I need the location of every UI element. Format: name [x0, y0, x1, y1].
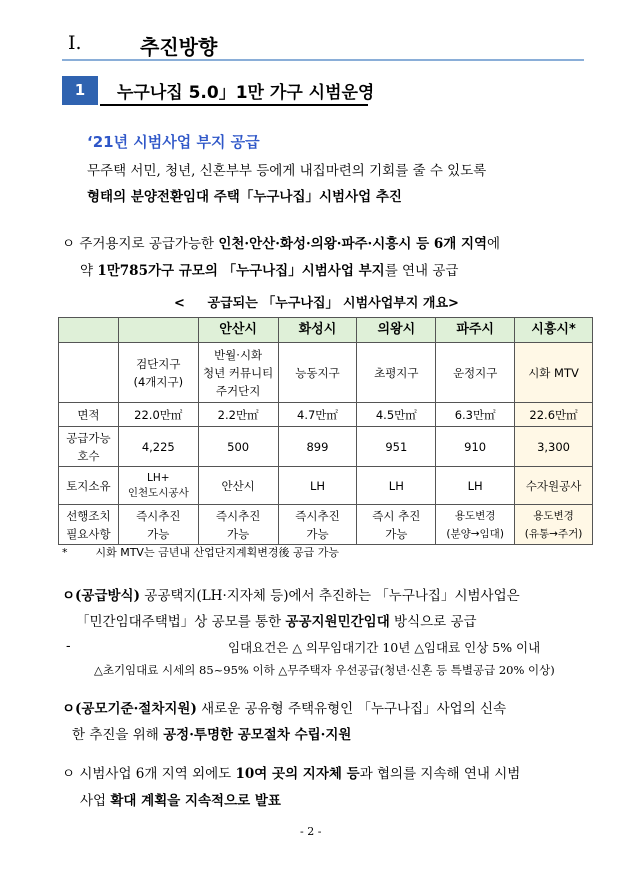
bullet1-text-e: 1만785가구 규모의 「누구나집」시범사업 부지	[97, 263, 385, 279]
bullet1-text-a: 주거용지로 공급가능한	[79, 236, 219, 252]
section-number: Ⅰ.	[68, 32, 82, 54]
bullet1-line-2	[80, 259, 458, 279]
bullet4-text-a: ㅇ 시범사업 6개 지역 외에도	[62, 766, 236, 782]
bullet4-text-d: 사업	[80, 793, 111, 809]
table-cell: 3,300	[515, 427, 593, 467]
table-cell: LH+ 인천도시공사	[118, 467, 198, 505]
subsection-underline	[100, 104, 368, 106]
table-header-cell: 파주시	[436, 318, 515, 343]
table-cell: 안산시	[198, 467, 278, 505]
bullet-marker: ㅇ	[62, 236, 76, 252]
section-divider	[62, 59, 584, 61]
table-cell: 910	[436, 427, 515, 467]
table-header-row	[59, 318, 593, 343]
bullet4-line-1	[62, 762, 520, 782]
table-cell: 899	[278, 427, 357, 467]
bullet4-text-e: 확대 계획을 지속적으로 발표	[110, 793, 281, 809]
bullet2-line-1	[62, 584, 520, 604]
table-cell: 4.7만㎡	[278, 403, 357, 427]
table-header-cell: 의왕시	[357, 318, 436, 343]
table-cell: 즉시추진 가능	[278, 505, 357, 545]
table-header-cell: 안산시	[198, 318, 278, 343]
table-cell: 용도변경 (분양→임대)	[436, 505, 515, 545]
table-footnote: * 시화 MTV는 금년내 산업단지계획변경後 공급 가능	[62, 546, 339, 559]
bullet2-text-a: 「민간임대주택법」상 공모를 통한	[76, 614, 286, 630]
table-cell: 22.0만㎡	[118, 403, 198, 427]
table-cell: 능동지구	[278, 343, 357, 403]
table-cell: 500	[198, 427, 278, 467]
section-header	[62, 28, 584, 60]
table-header-cell	[59, 318, 119, 343]
table-header-cell: 화성시	[278, 318, 357, 343]
bullet2-line-3: 임대요건은 △ 의무임대기간 10년 △임대료 인상 5% 이내	[228, 640, 541, 655]
table-cell: 운정지구	[436, 343, 515, 403]
table-cell: 2.2만㎡	[198, 403, 278, 427]
table-cell: 시화 MTV	[515, 343, 593, 403]
bullet4-text-b: 10여 곳의 지자체 등	[235, 766, 360, 782]
table-cell: 공급가능 호수	[59, 427, 119, 467]
table-cell: 초평지구	[357, 343, 436, 403]
bullet3-text-b: 공정·투명한 공모절차 수립·지원	[163, 727, 352, 743]
bullet2-dash: -	[66, 638, 71, 654]
bullet2-line-2	[76, 610, 477, 630]
table-row-area	[59, 403, 593, 427]
bullet2-text-c: 방식으로 공급	[389, 614, 477, 630]
table-row-district	[59, 343, 593, 403]
table-cell: LH	[357, 467, 436, 505]
table-cell: 951	[357, 427, 436, 467]
table-header-cell: 시흥시*	[515, 318, 593, 343]
table-cell: 반월·시화 청년 커뮤니티 주거단지	[198, 343, 278, 403]
table-cell: 검단지구 (4개지구)	[118, 343, 198, 403]
intro-line-1: 무주택 서민, 청년, 신혼부부 등에게 내집마련의 기회를 줄 수 있도록	[87, 163, 487, 179]
table-row-action	[59, 505, 593, 545]
table-cell: 즉시추진 가능	[198, 505, 278, 545]
table-cell: LH	[436, 467, 515, 505]
bullet1-text-b: 인천·안산·화성·의왕·파주·시흥시 등 6개 지역	[218, 236, 488, 252]
table-cell: 선행조치 필요사항	[59, 505, 119, 545]
site-overview-table	[58, 317, 593, 545]
table-cell: 토지소유	[59, 467, 119, 505]
table-cell: 6.3만㎡	[436, 403, 515, 427]
bullet1-text-d: 약	[80, 263, 98, 279]
table-header-cell	[118, 318, 198, 343]
bullet3-text: 새로운 공유형 주택유형인 「누구나집」사업의 신속	[196, 701, 507, 717]
table-cell: 수자원공사	[515, 467, 593, 505]
table-row-owner	[59, 467, 593, 505]
bullet3-line-2	[72, 723, 351, 743]
bullet4-text-c: 과 협의를 지속해 연내 시범	[359, 766, 521, 782]
bullet3-label: ㅇ(공모기준·절차지원)	[62, 701, 197, 717]
bullet2-label: ㅇ(공급방식)	[62, 588, 140, 604]
bullet4-line-2	[80, 789, 281, 809]
bullet3-line-1	[62, 697, 506, 717]
subsection-number-box: 1	[62, 76, 98, 105]
bullet1-line-1	[62, 232, 500, 252]
bullet2-text-b: 공공지원민간임대	[285, 614, 390, 630]
table-cell: 용도변경 (유통→주거)	[515, 505, 593, 545]
bullet3-text-a: 한 추진을 위해	[72, 727, 164, 743]
intro-line-2: 형태의 분양전환임대 주택「누구나집」시범사업 추진	[87, 189, 402, 205]
table-cell: 22.6만㎡	[515, 403, 593, 427]
table-cell: 4.5만㎡	[357, 403, 436, 427]
section-title: 추진방향	[140, 35, 218, 59]
bullet2-line-4: △초기임대료 시세의 85~95% 이하 △무주택자 우선공급(청년·신혼 등 특별공급 20% 이상)	[94, 663, 555, 677]
bullet2-text: 공공택지(LH·지자체 등)에서 추진하는 「누구나집」시범사업은	[139, 588, 520, 604]
page-number: - 2 -	[300, 825, 322, 838]
table-cell: LH	[278, 467, 357, 505]
table-cell: 즉시추진 가능	[118, 505, 198, 545]
table-cell: 즉시 추진 가능	[357, 505, 436, 545]
table-cell: 면적	[59, 403, 119, 427]
bullet1-text-f: 를 연내 공급	[384, 263, 459, 279]
table-cell: 4,225	[118, 427, 198, 467]
table-caption: < 공급되는 「누구나집」 시범사업부지 개요>	[174, 296, 459, 311]
subsection-title: 누구나집 5.0」1만 가구 시범운영	[117, 83, 375, 103]
intro-heading: ‘21년 시범사업 부지 공급	[87, 133, 260, 151]
bullet1-text-c: 에	[487, 236, 501, 252]
table-cell	[59, 343, 119, 403]
table-row-households	[59, 427, 593, 467]
